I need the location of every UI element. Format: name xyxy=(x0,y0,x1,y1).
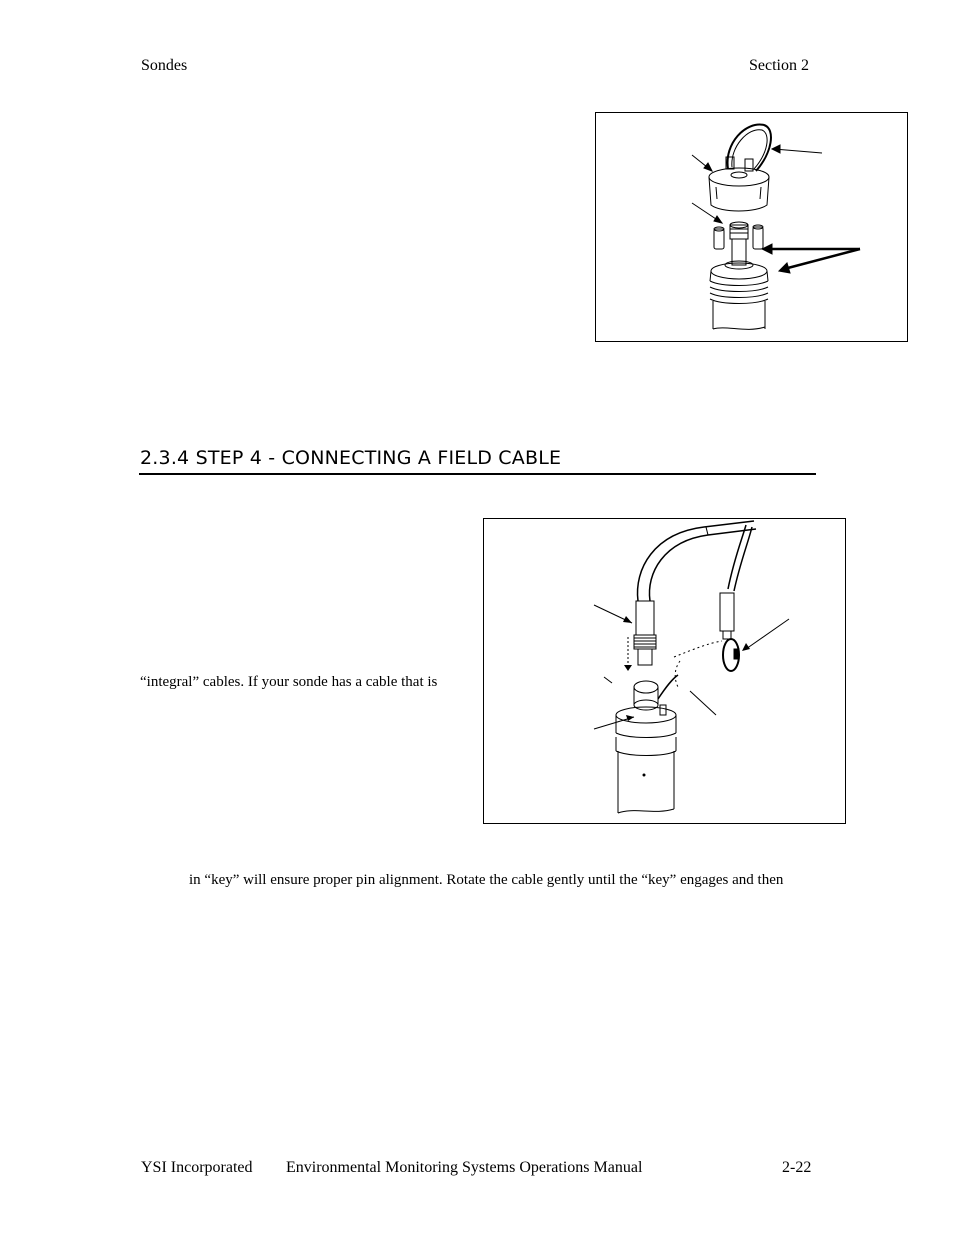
field-cable-illustration xyxy=(484,519,845,823)
sonde-battery-cap-illustration xyxy=(596,113,907,341)
cable-left-edge xyxy=(638,521,754,601)
heading-rule xyxy=(139,473,816,475)
footer-company: YSI Incorporated xyxy=(141,1159,253,1176)
footer-title: Environmental Monitoring Systems Operations Manual xyxy=(286,1159,643,1176)
header-right: Section 2 xyxy=(749,57,809,74)
figure-sonde-battery-cap xyxy=(595,112,908,342)
section-heading: 2.3.4 STEP 4 - CONNECTING A FIELD CABLE xyxy=(140,447,562,469)
footer-page-number: 2-22 xyxy=(782,1159,812,1176)
header-left: Sondes xyxy=(141,57,188,74)
body-line-key: in “key” will ensure proper pin alignment. Rotate the cable gently until the “key” engages and then xyxy=(189,872,784,888)
figure-field-cable xyxy=(483,518,846,824)
body-line-integral: “integral” cables. If your sonde has a cable that is xyxy=(140,674,438,690)
